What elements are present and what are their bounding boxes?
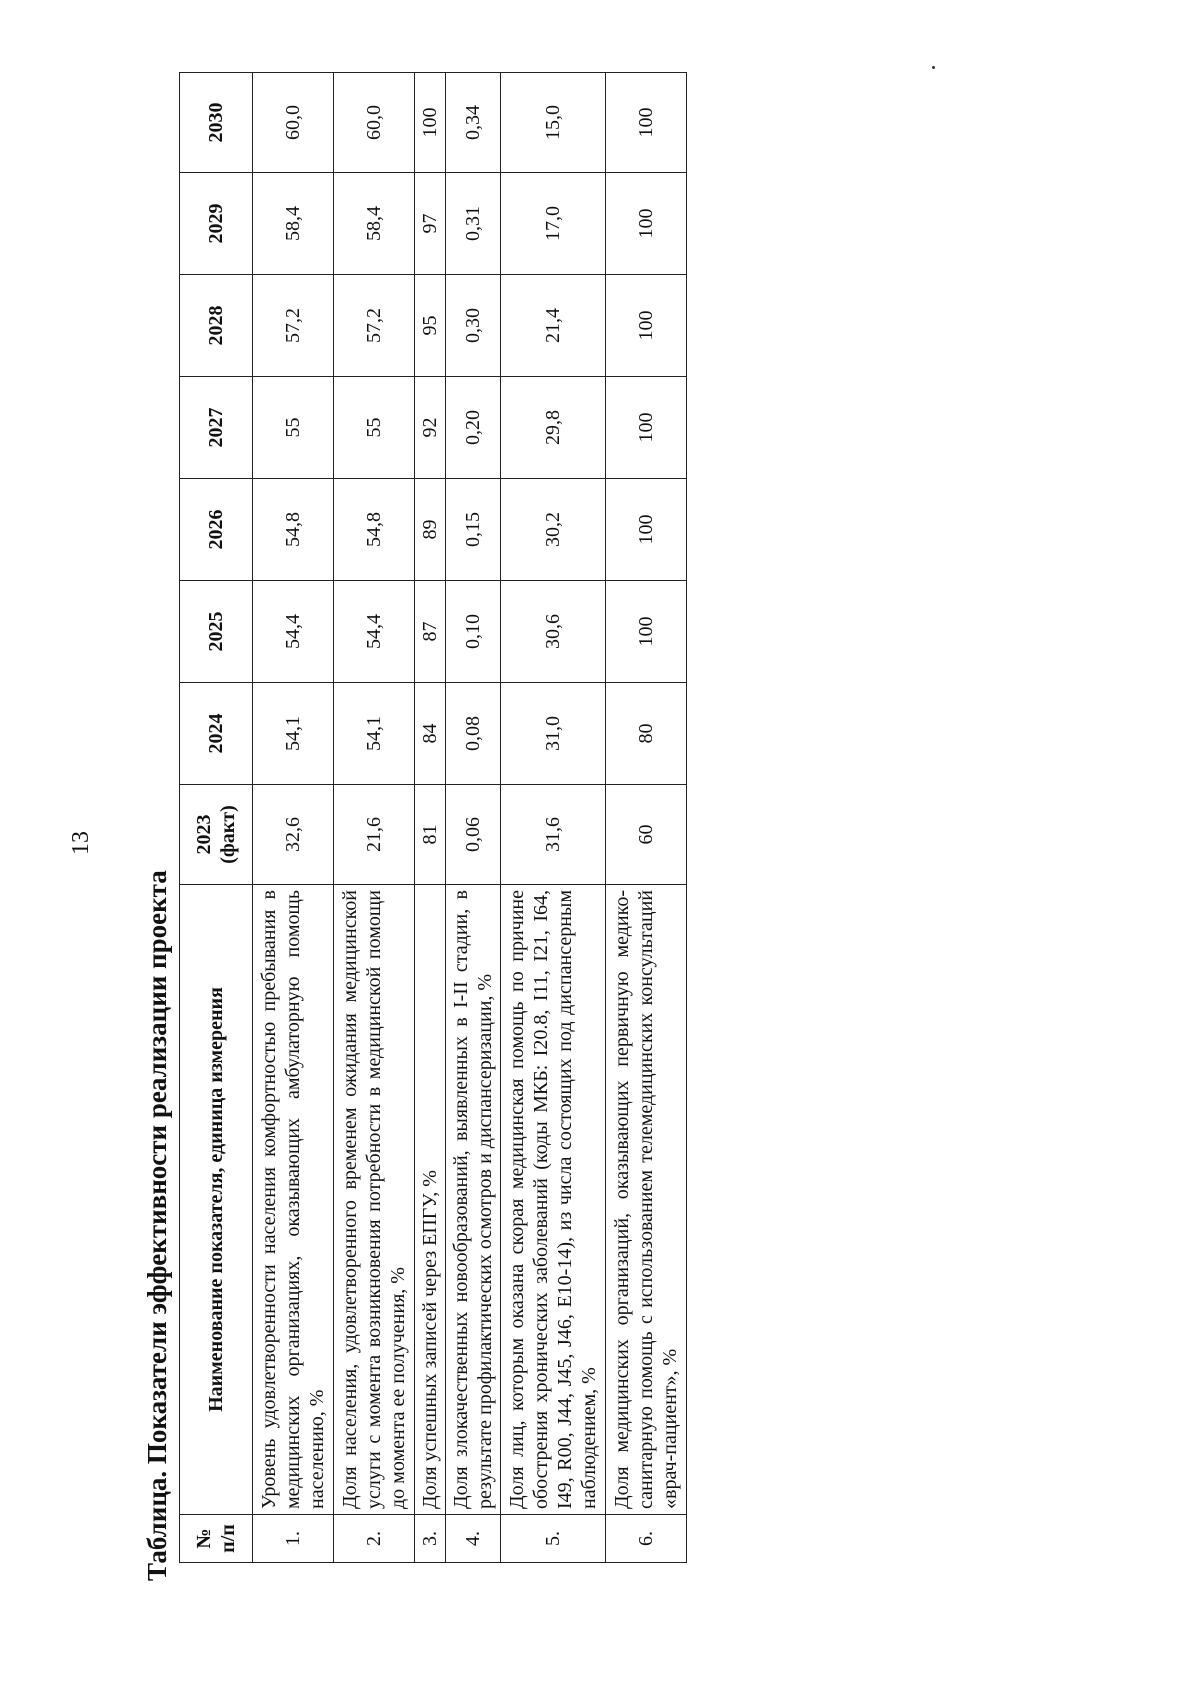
header-row (180, 73, 253, 1563)
value-cell: 89 (415, 479, 446, 581)
header-2026: 2026 (180, 479, 253, 581)
value-cell: 29,8 (501, 377, 606, 479)
value-cell: 54,1 (253, 683, 334, 785)
value-cell: 0,31 (446, 173, 501, 275)
indicator-name: Уровень удовлетворенности населения комфортностью пребывания в медицинских организациях, оказывающих амбулаторную помощь населению, % (253, 885, 334, 1515)
value-cell: 60,0 (253, 73, 334, 173)
header-2028: 2028 (180, 275, 253, 377)
value-cell: 100 (415, 73, 446, 173)
page-number: 13 (68, 831, 94, 855)
value-cell: 0,34 (446, 73, 501, 173)
indicator-name: Доля лиц, которым оказана скорая медицинская помощь по причине обострения хронических заболеваний (коды МКБ: I20.8, I11, I21, I64, I49, R00, J44, J45, J46, E10-14), из числа состоящих под диспансерным наблюдением, % (501, 885, 606, 1515)
value-cell: 55 (334, 377, 415, 479)
value-cell: 54,4 (334, 581, 415, 683)
value-cell: 0,08 (446, 683, 501, 785)
value-cell: 0,30 (446, 275, 501, 377)
row-number: 4. (446, 1515, 501, 1563)
rotated-content (135, 63, 725, 1593)
value-cell: 92 (415, 377, 446, 479)
value-cell: 100 (606, 479, 687, 581)
value-cell: 60,0 (334, 73, 415, 173)
value-cell: 0,15 (446, 479, 501, 581)
value-cell: 97 (415, 173, 446, 275)
value-cell: 32,6 (253, 785, 334, 885)
value-cell: 54,8 (334, 479, 415, 581)
value-cell: 21,4 (501, 275, 606, 377)
value-cell: 15,0 (501, 73, 606, 173)
header-num: № п/п (180, 1515, 253, 1563)
value-cell: 95 (415, 275, 446, 377)
header-2024: 2024 (180, 683, 253, 785)
value-cell: 54,4 (253, 581, 334, 683)
indicator-name: Доля злокачественных новообразований, выявленных в I-II стадии, в результате профилактических осмотров и диспансеризации, % (446, 885, 501, 1515)
value-cell: 0,06 (446, 785, 501, 885)
header-name: Наименование показателя, единица измерения (180, 885, 253, 1515)
indicator-name: Доля населения, удовлетворенного временем ожидания медицинской услуги с момента возникновения потребности в медицинской помощи до момента ее получения, % (334, 885, 415, 1515)
value-cell: 80 (606, 683, 687, 785)
value-cell: 0,20 (446, 377, 501, 479)
row-number: 3. (415, 1515, 446, 1563)
header-2025: 2025 (180, 581, 253, 683)
indicator-name: Доля успешных записей через ЕПГУ, % (415, 885, 446, 1515)
value-cell: 58,4 (334, 173, 415, 275)
value-cell: 100 (606, 173, 687, 275)
value-cell: 57,2 (334, 275, 415, 377)
value-cell: 81 (415, 785, 446, 885)
table-row (334, 73, 415, 1563)
value-cell: 57,2 (253, 275, 334, 377)
table-row (253, 73, 334, 1563)
table-row (606, 73, 687, 1563)
header-2029: 2029 (180, 173, 253, 275)
table-row (446, 73, 501, 1563)
value-cell: 100 (606, 73, 687, 173)
row-number: 2. (334, 1515, 415, 1563)
scan-speck (932, 66, 935, 69)
value-cell: 100 (606, 275, 687, 377)
indicators-table (179, 72, 687, 1563)
value-cell: 31,6 (501, 785, 606, 885)
table-row (415, 73, 446, 1563)
value-cell: 21,6 (334, 785, 415, 885)
value-cell: 30,2 (501, 479, 606, 581)
header-2023: 2023 (факт) (180, 785, 253, 885)
value-cell: 87 (415, 581, 446, 683)
value-cell: 30,6 (501, 581, 606, 683)
value-cell: 0,10 (446, 581, 501, 683)
row-number: 6. (606, 1515, 687, 1563)
value-cell: 84 (415, 683, 446, 785)
header-2030: 2030 (180, 73, 253, 173)
row-number: 5. (501, 1515, 606, 1563)
value-cell: 54,1 (334, 683, 415, 785)
value-cell: 100 (606, 581, 687, 683)
row-number: 1. (253, 1515, 334, 1563)
table-title: Таблица. Показатели эффективности реализации проекта (142, 870, 172, 1581)
table-row (501, 73, 606, 1563)
value-cell: 17,0 (501, 173, 606, 275)
value-cell: 31,0 (501, 683, 606, 785)
value-cell: 100 (606, 377, 687, 479)
header-2027: 2027 (180, 377, 253, 479)
value-cell: 54,8 (253, 479, 334, 581)
value-cell: 58,4 (253, 173, 334, 275)
value-cell: 55 (253, 377, 334, 479)
value-cell: 60 (606, 785, 687, 885)
indicator-name: Доля медицинских организаций, оказывающих первичную медико-санитарную помощь с использованием телемедицинских консультаций «врач-пациент», % (606, 885, 687, 1515)
